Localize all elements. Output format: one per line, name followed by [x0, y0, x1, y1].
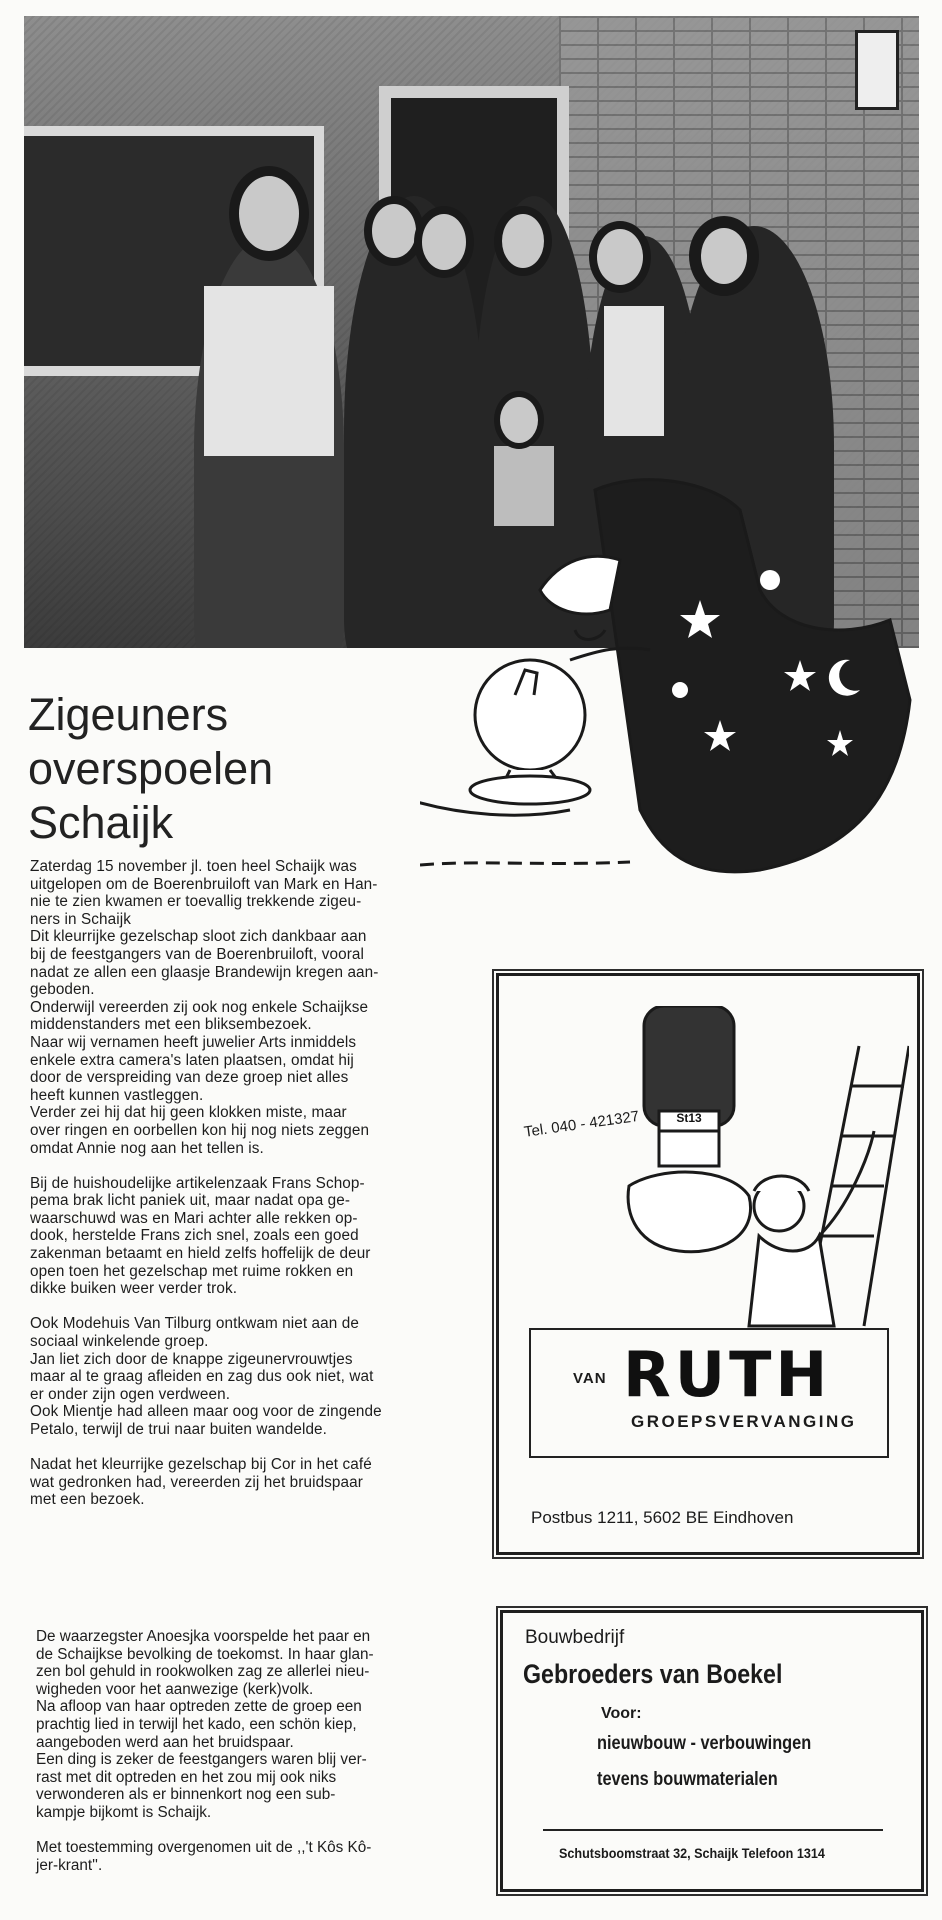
article-paragraph: Onderwijl vereerden zij ook nog enkele Schaijkse middenstanders met een bliksembezoek. — [30, 998, 369, 1034]
article-paragraph: Ook Mientje had alleen maar oog voor de zingende Petalo, terwijl de trui naar buiten wandelde. — [30, 1403, 382, 1438]
article-body-continued — [36, 1628, 486, 1892]
ad-telephone: Tel. 040 - 421327 — [523, 1107, 641, 1141]
ad-company-subtitle: GROEPSVERVANGING — [631, 1412, 857, 1431]
article-paragraph: Ook Modehuis Van Tilburg ontkwam niet aan de sociaal winkelende groep. — [30, 1315, 359, 1351]
article-paragraph: De waarzegster Anoesjka voorspelde het paar en de Schaijkse bevolking de toekomst. In haar glan- zen bol gehuld in rookwolken zag ze allerlei nieu- wigheden voor het aanwezige (kerk)volk. — [36, 1628, 374, 1698]
bulb-label: St13 — [676, 1111, 702, 1125]
ad-address: Schutsboomstraat 32, Schaijk Telefoon 1314 — [559, 1845, 825, 1861]
ruth-signboard — [529, 1328, 889, 1458]
ad-company-type: Bouwbedrijf — [525, 1627, 625, 1648]
plumber-ladder-illustration — [619, 1006, 909, 1346]
headline-line: Zigeuners — [28, 689, 229, 740]
ad-van-ruth — [496, 973, 920, 1555]
ad-address: Postbus 1211, 5602 BE Eindhoven — [531, 1508, 794, 1527]
ad-company-name: Gebroeders van Boekel — [523, 1659, 783, 1689]
article-paragraph: Een ding is zeker de feestgangers waren blij ver- rast met dit optreden en het zou mij ook niks verwonderen als er binnenkort nog een sub- kampje bijkomt is Schaijk. — [36, 1751, 367, 1821]
ad-company-name: RUTH — [623, 1338, 832, 1411]
article-paragraph: Nadat het kleurrijke gezelschap bij Cor in het café wat gedronken had, vereerden zij het bruidspaar met een bezoek. — [30, 1456, 372, 1509]
article-paragraph: Na afloop van haar optreden zette de groep een prachtig lied in terwijl het kado, een schön kiep, aangeboden werd aan het bruidspaar. — [36, 1698, 362, 1751]
ad-van-label: VAN — [573, 1370, 607, 1387]
article-paragraph: Dit kleurrijke gezelschap sloot zich dankbaar aan bij de feestgangers van de Boerenbruiloft, vooral nadat ze allen een glaasje Brandewijn kregen aan- geboden. — [30, 928, 379, 999]
article-paragraph: Jan liet zich door de knappe zigeunervrouwtjes maar al te graag afleiden en zag dus ook niet, wat er onder zijn ogen verdween. — [30, 1350, 374, 1403]
article-paragraph: Naar wij vernamen heeft juwelier Arts inmiddels enkele extra camera's laten plaatsen, omdat hij door de verspreiding van deze groep niet alles heeft kunnen vastleggen. — [30, 1033, 357, 1104]
ad-voor-label: Voor: — [601, 1705, 642, 1722]
ad-service-line: tevens bouwmaterialen — [597, 1769, 778, 1790]
article-headline — [28, 688, 428, 850]
divider — [543, 1829, 883, 1831]
fortune-teller-drawing — [420, 470, 920, 890]
headline-line: overspoelen — [28, 743, 274, 794]
headline-line: Schaijk — [28, 797, 174, 848]
street-lamp-icon — [855, 30, 899, 110]
article-paragraph: Bij de huishoudelijke artikelenzaak Frans Schop- pema brak licht paniek uit, maar nadat opa ge- waarschuwd was en Mari achter alle rekken op- dook, herstelde Frans zich snel, zoals een goed zakenman betaamt en hield zelfs hoffelijk de deur open toen het gezelschap met ruime rokken en dikke buiken weer verder trok. — [30, 1174, 371, 1298]
ad-service-line: nieuwbouw - verbouwingen — [597, 1733, 812, 1754]
article-paragraph: Met toestemming overgenomen uit de ,,'t Kôs Kô- jer-krant''. — [36, 1839, 372, 1874]
article-paragraph: Zaterdag 15 november jl. toen heel Schaijk was uitgelopen om de Boerenbruiloft van Mark en Han- nie te zien kwamen er toevallig trekkende zigeu- ners in Schaijk — [30, 858, 378, 928]
ad-gebroeders-van-boekel — [500, 1610, 924, 1892]
article-paragraph: Verder zei hij dat hij geen klokken miste, maar over ringen en oorbellen kon hij nog niets zeggen omdat Annie nog aan het tellen is. — [30, 1104, 370, 1157]
article-body — [30, 858, 480, 1527]
